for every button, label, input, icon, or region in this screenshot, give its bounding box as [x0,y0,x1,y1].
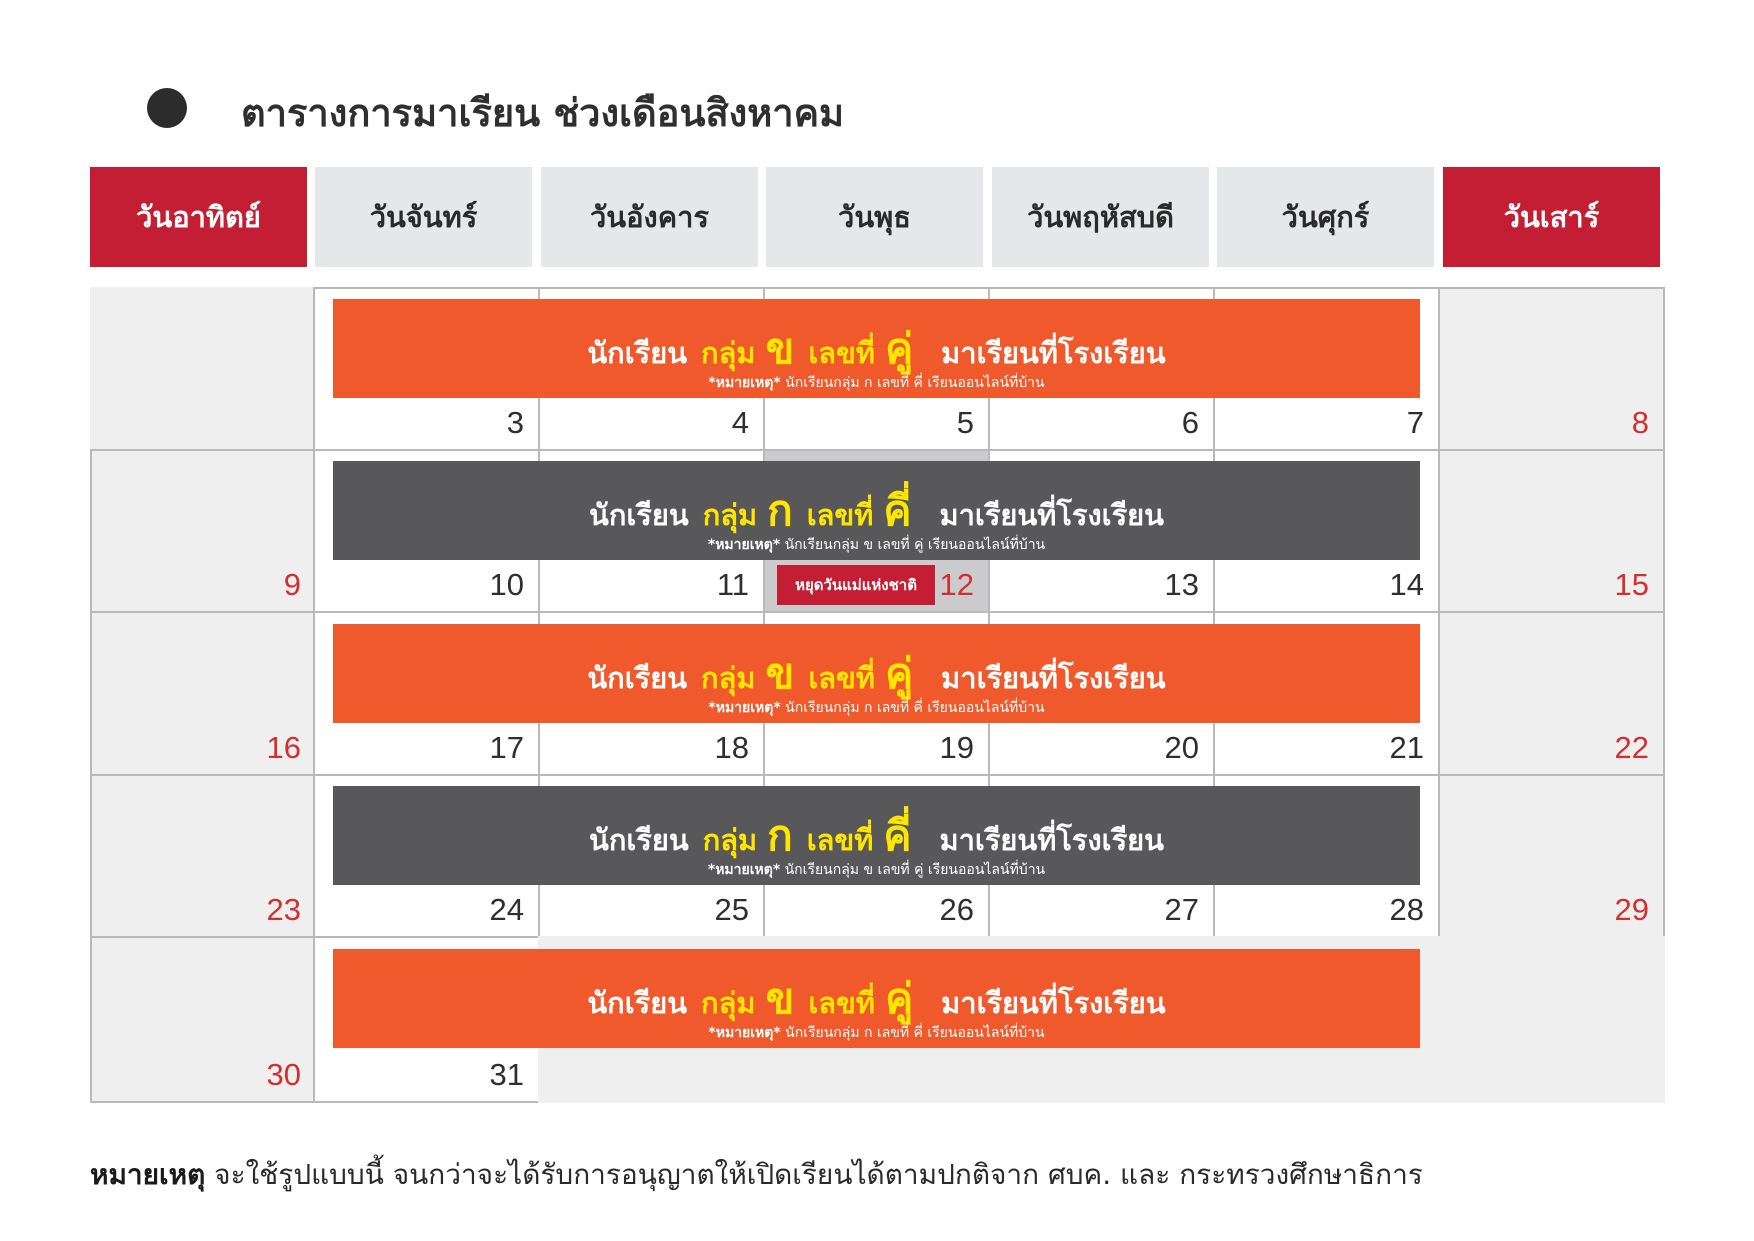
bar-parity: คี่ [883,811,912,860]
date-number: 23 [266,892,301,927]
footer-text: จะใช้รูปแบบนี้ จนกว่าจะได้รับการอนุญาตให้เปิดเรียนได้ตามปกติจาก ศบค. และ กระทรวงศึกษาธิการ [214,1158,1423,1191]
bar-number-word: เลขที่ [808,336,875,370]
bar-number-word: เลขที่ [806,823,874,857]
date-number: 5 [956,405,974,440]
date-number: 15 [1614,567,1649,602]
bar-parity: คู่ [885,649,914,698]
date-number: 21 [1389,730,1424,765]
date-number: 25 [714,892,749,927]
date-number: 26 [939,892,974,927]
bar-note [333,859,1420,881]
bar-prefix: นักเรียน [587,986,688,1020]
page-title: ตารางการมาเรียน ช่วงเดือนสิงหาคม [241,91,845,135]
calendar-cell [90,936,317,1103]
date-number: 28 [1389,892,1424,927]
bar-note-text: นักเรียนกลุ่ม ก เลขที่ คี่ เรียนออนไลน์ที่บ้าน [785,1025,1045,1041]
calendar-cell [90,449,317,613]
date-number: 18 [714,730,749,765]
calendar-cell [1438,774,1665,938]
date-number: 11 [716,567,749,602]
bar-group-word: กลุ่ม [701,986,756,1020]
date-number: 29 [1614,892,1649,927]
calendar-cell [90,611,317,776]
bar-suffix: มาเรียนที่โรงเรียน [941,661,1166,695]
footer-label: หมายเหตุ [90,1158,206,1191]
bar-group-word: กลุ่ม [701,661,756,695]
bar-note-label: *หมายเหตุ* [708,700,781,716]
bar-prefix: นักเรียน [589,823,689,857]
attendance-bar [333,624,1420,723]
date-number: 16 [266,730,301,765]
day-header-0: วันอาทิตย์ [90,167,307,267]
title-bullet-icon [147,88,187,128]
bar-group: ข [765,649,795,698]
bar-suffix: มาเรียนที่โรงเรียน [941,986,1166,1020]
bar-group: ข [765,974,795,1023]
date-number: 27 [1164,892,1199,927]
date-number: 9 [283,567,301,602]
bar-note-text: นักเรียนกลุ่ม ข เลขที่ คู่ เรียนออนไลน์ที่บ้าน [784,537,1046,553]
day-header-6: วันเสาร์ [1443,167,1660,267]
bar-note [333,372,1420,394]
attendance-bar [333,299,1420,398]
bar-note-label: *หมายเหตุ* [707,537,781,553]
date-number: 20 [1164,730,1199,765]
date-number: 10 [489,567,524,602]
footer-note [90,1153,1423,1197]
day-header-1: วันจันทร์ [315,167,532,267]
bar-number-word: เลขที่ [808,661,875,695]
bar-group-word: กลุ่ม [702,823,758,857]
bar-parity: คี่ [883,486,912,535]
date-number: 22 [1614,730,1649,765]
calendar-cell [1438,936,1665,1103]
attendance-bar [333,949,1420,1048]
date-number: 6 [1181,405,1199,440]
bar-parity: คู่ [885,974,914,1023]
date-number: 12 [939,567,974,602]
bar-note-text: นักเรียนกลุ่ม ก เลขที่ คี่ เรียนออนไลน์ที่บ้าน [785,700,1045,716]
bar-suffix: มาเรียนที่โรงเรียน [939,498,1164,532]
day-header-2: วันอังคาร [541,167,758,267]
bar-parity: คู่ [885,324,914,373]
calendar-cell [1438,287,1665,451]
bar-number-word: เลขที่ [808,986,875,1020]
bar-group: ก [767,811,793,860]
bar-prefix: นักเรียน [587,336,688,370]
date-number: 30 [266,1057,301,1092]
bar-group: ข [765,324,795,373]
day-header-3: วันพุธ [766,167,983,267]
bar-note-text: นักเรียนกลุ่ม ข เลขที่ คู่ เรียนออนไลน์ที่บ้าน [784,862,1046,878]
date-number: 4 [731,405,749,440]
bar-note [333,534,1420,556]
date-number: 14 [1389,567,1424,602]
bar-group-word: กลุ่ม [701,336,756,370]
date-number: 3 [506,405,524,440]
bar-note-label: *หมายเหตุ* [708,375,781,391]
calendar-cell [90,287,317,451]
calendar-cell [1438,449,1665,613]
day-header-5: วันศุกร์ [1217,167,1434,267]
day-header-4: วันพฤหัสบดี [992,167,1209,267]
date-number: 31 [489,1057,524,1092]
bar-suffix: มาเรียนที่โรงเรียน [941,336,1166,370]
date-number: 8 [1631,405,1649,440]
bar-suffix: มาเรียนที่โรงเรียน [939,823,1164,857]
calendar-cell [90,774,317,938]
date-number: 7 [1406,405,1424,440]
bar-note-text: นักเรียนกลุ่ม ก เลขที่ คี่ เรียนออนไลน์ที่บ้าน [785,375,1045,391]
attendance-bar [333,461,1420,560]
date-number: 24 [489,892,524,927]
calendar-cell [1438,611,1665,776]
bar-note-label: *หมายเหตุ* [707,862,781,878]
holiday-badge: หยุดวันแม่แห่งชาติ [777,565,935,605]
bar-prefix: นักเรียน [589,498,689,532]
bar-note-label: *หมายเหตุ* [708,1025,781,1041]
bar-note [333,697,1420,719]
bar-prefix: นักเรียน [587,661,688,695]
bar-group: ก [767,486,793,535]
date-number: 17 [489,730,524,765]
date-number: 13 [1164,567,1199,602]
bar-number-word: เลขที่ [806,498,874,532]
date-number: 19 [939,730,974,765]
attendance-bar [333,786,1420,885]
bar-note [333,1022,1420,1044]
bar-group-word: กลุ่ม [702,498,758,532]
